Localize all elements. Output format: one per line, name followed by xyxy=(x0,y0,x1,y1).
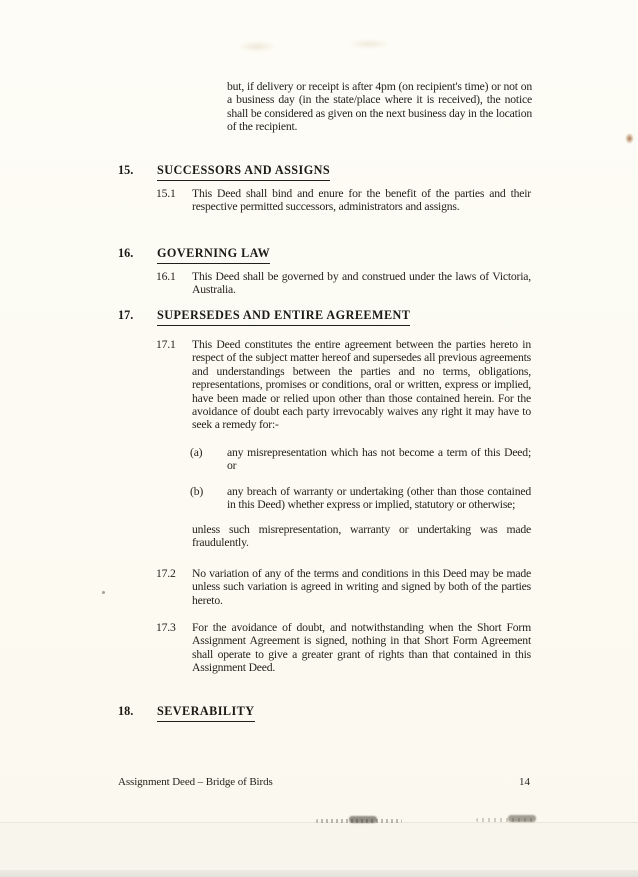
clause-text-17-3: For the avoidance of doubt, and notwithstanding when the Short Form Assignment Agreement is signed, nothing in that Short Form Agreement shall operate to give a greater grant of rights than that contained in this Assignment Deed. xyxy=(192,621,531,675)
clause-number-15-1: 15.1 xyxy=(156,187,176,200)
clause-number-16-1: 16.1 xyxy=(156,270,176,283)
scanner-bed-band xyxy=(0,870,638,877)
scan-smudge-bottom-center-blob xyxy=(349,816,377,823)
scan-fleck-right-edge xyxy=(625,133,634,144)
clause-text-17-2: No variation of any of the terms and conditions in this Deed may be made unless such variation is agreed in writing and signed by both of the parties hereto. xyxy=(192,567,531,607)
section-heading-supersedes-and-entire-agreement: SUPERSEDES AND ENTIRE AGREEMENT xyxy=(157,308,410,326)
continuation-paragraph: but, if delivery or receipt is after 4pm (on recipient's time) or not on a business day (in the state/place where it is received), the notice shall be considered as given on the next business day in the location of the recipient. xyxy=(227,80,532,134)
clause-number-17-1: 17.1 xyxy=(156,338,176,351)
footer-document-title: Assignment Deed – Bridge of Birds xyxy=(118,776,273,788)
section-number-16: 16. xyxy=(118,246,134,260)
scan-smudge-top-left xyxy=(238,41,276,52)
section-number-15: 15. xyxy=(118,163,134,177)
scan-paper-bottom-edge xyxy=(0,822,638,877)
clause-text-17-1: This Deed constitutes the entire agreement between the parties hereto in respect of the subject matter hereof and supersedes all previous agreements and understandings between the parties and no terms, obligations, representations, promises or conditions, oral or written, express or implied, have been made or relied upon other than those contained herein. For the avoidance of doubt each party irrevocably waives any right it may have to seek a remedy for:- xyxy=(192,338,531,432)
subitem-label-a: (a) xyxy=(190,446,203,459)
clause-number-17-2: 17.2 xyxy=(156,567,176,580)
section-heading-governing-law: GOVERNING LAW xyxy=(157,246,270,264)
scan-smudge-bottom-right-blob xyxy=(508,815,536,822)
subitem-label-b: (b) xyxy=(190,485,204,498)
scan-smudge-top-right xyxy=(348,39,390,49)
clause-text-15-1: This Deed shall bind and enure for the benefit of the parties and their respective permitted successors, administrators and assigns. xyxy=(192,187,531,214)
section-heading-severability: SEVERABILITY xyxy=(157,704,255,722)
footer-page-number: 14 xyxy=(519,776,530,788)
clause-text-16-1: This Deed shall be governed by and construed under the laws of Victoria, Australia. xyxy=(192,270,531,297)
subitem-text-b: any breach of warranty or undertaking (other than those contained in this Deed) whether express or implied, statutory or otherwise; xyxy=(227,485,531,512)
section-number-18: 18. xyxy=(118,704,134,718)
hanging-paragraph-17-1: unless such misrepresentation, warranty or undertaking was made fraudulently. xyxy=(192,523,531,550)
clause-number-17-3: 17.3 xyxy=(156,621,176,634)
scan-dot-left-margin xyxy=(102,591,105,594)
section-number-17: 17. xyxy=(118,308,134,322)
subitem-text-a: any misrepresentation which has not become a term of this Deed; or xyxy=(227,446,531,473)
section-heading-successors-and-assigns: SUCCESSORS AND ASSIGNS xyxy=(157,163,330,181)
